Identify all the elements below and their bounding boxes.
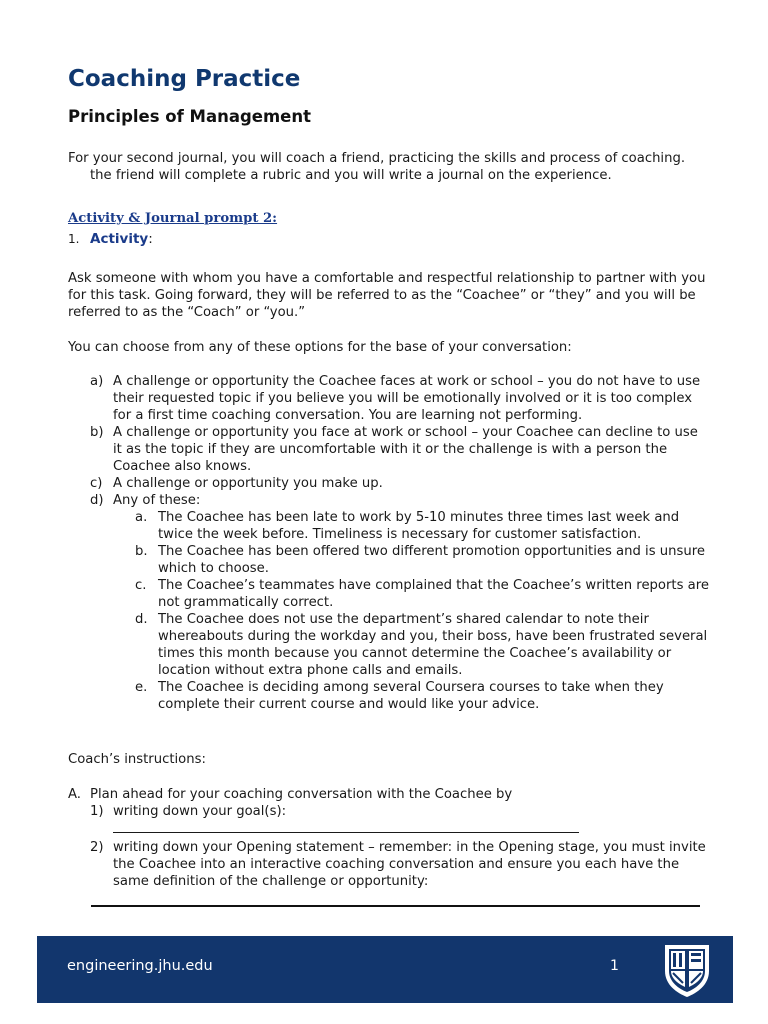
instruction-marker: A. <box>68 787 81 802</box>
activity-number: 1. <box>68 232 80 246</box>
list-marker: a) <box>90 374 104 389</box>
instruction-step <box>90 803 708 820</box>
university-shield-icon <box>657 941 717 999</box>
list-marker: b) <box>90 425 104 440</box>
instruction-step <box>90 839 708 890</box>
list-item-text: A challenge or opportunity you make up. <box>113 476 383 491</box>
list-marker: c) <box>90 476 103 491</box>
list-item <box>90 424 710 475</box>
activity-label: Activity <box>90 231 149 247</box>
instruction-text: Plan ahead for your coaching conversation with the Coachee by <box>90 787 513 802</box>
intro-paragraph: For your second journal, you will coach a friend, practicing the skills and process of coaching. the friend will complete a rubric and you will write a journal on the experience. <box>68 151 686 183</box>
instructions-list <box>68 786 708 890</box>
sub-list-item <box>135 611 710 679</box>
prompt-heading: Activity & Journal prompt 2: <box>68 211 278 226</box>
footer-url: engineering.jhu.edu <box>67 958 213 974</box>
sub-list-item <box>135 679 710 713</box>
sub-list-item <box>135 509 710 543</box>
document-title: Coaching Practice <box>68 66 301 92</box>
goal-answer-line <box>113 832 579 833</box>
sub-list-item-text: The Coachee is deciding among several Coursera courses to take when they complete their current course and would like your advice. <box>158 680 664 712</box>
list-item <box>90 373 710 424</box>
step-text: writing down your goal(s): <box>113 804 287 819</box>
step-text: writing down your Opening statement – remember: in the Opening stage, you must invite the Coachee into an interactive coaching conversation and ensure you each have the same definition of the challenge or opportunity: <box>113 840 706 889</box>
coach-instructions-heading: Coach’s instructions: <box>68 752 206 767</box>
list-item-text: Any of these: <box>113 493 201 508</box>
instruction-item <box>68 786 708 803</box>
page-number: 1 <box>610 958 619 974</box>
list-item <box>90 475 710 492</box>
step-marker: 1) <box>90 804 104 819</box>
sub-list-marker: a. <box>135 510 148 525</box>
page-footer <box>37 936 733 1003</box>
sub-list-marker: e. <box>135 680 148 695</box>
activity-heading <box>68 231 153 248</box>
list-item <box>90 492 710 509</box>
step-marker: 2) <box>90 840 104 855</box>
sub-list-item-text: The Coachee’s teammates have complained that the Coachee’s written reports are not grammatically correct. <box>158 578 709 610</box>
partner-paragraph: Ask someone with whom you have a comfortable and respectful relationship to partner with you for this task. Going forward, they will be referred to as the “Coachee” or “they” and you will be referred to as the “Coach” or “you.” <box>68 271 706 320</box>
sub-list-marker: d. <box>135 612 148 627</box>
sub-list-item-text: The Coachee has been late to work by 5-10 minutes three times last week and twice the week before. Timeliness is necessary for customer satisfaction. <box>158 510 680 542</box>
options-paragraph: You can choose from any of these options for the base of your conversation: <box>68 340 572 355</box>
list-marker: d) <box>90 493 104 508</box>
sub-list-marker: b. <box>135 544 148 559</box>
list-item-text: A challenge or opportunity the Coachee faces at work or school – you do not have to use their requested topic if you believe you will be emotionally involved or it is too complex for a first time coaching conversation. You are learning not performing. <box>113 374 701 423</box>
sub-list-item-text: The Coachee does not use the department’s shared calendar to note their whereabouts during the workday and you, their boss, have been frustrated several times this month because you cannot determine the Coachee’s availability or location without extra phone calls and emails. <box>158 612 708 678</box>
options-list <box>90 373 710 713</box>
list-item-text: A challenge or opportunity you face at work or school – your Coachee can decline to use it as the topic if they are uncomfortable with it or the challenge is with a person the Coachee also knows. <box>113 425 698 474</box>
activity-colon: : <box>148 231 153 247</box>
document-subtitle: Principles of Management <box>68 107 312 126</box>
sub-list-marker: c. <box>135 578 147 593</box>
sub-list-item <box>135 577 710 611</box>
opening-answer-line <box>91 905 700 907</box>
sub-list-item <box>135 543 710 577</box>
sub-list-item-text: The Coachee has been offered two different promotion opportunities and is unsure which to choose. <box>158 544 705 576</box>
